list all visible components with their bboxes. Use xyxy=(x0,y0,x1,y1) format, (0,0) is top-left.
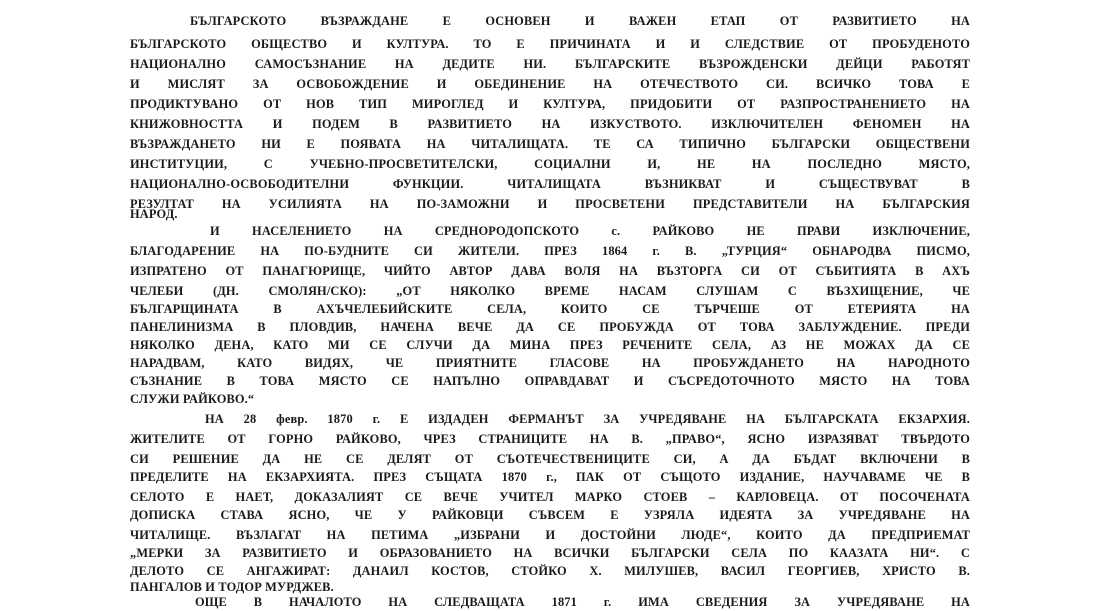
text-line: ИЗПРАТЕНО ОТ ПАНАГЮРИЩЕ, ЧИЙТО АВТОР ДАВА ВОЛЯ НА ВЪЗТОРГА СИ ОТ СЪБИТИЯТА В АХЪ xyxy=(130,264,970,278)
text-line: НАРОД. xyxy=(130,207,178,221)
text-line: ДЕЛОТО СЕ АНГАЖИРАТ: ДАНАИЛ КОСТОВ, СТОЙКО Х. МИЛУШЕВ, ВАСИЛ ГЕОРГИЕВ, ХРИСТО В. xyxy=(130,564,970,578)
text-line: БЪЛГАРСКОТО ОБЩЕСТВО И КУЛТУРА. ТО Е ПРИЧИНАТА И И СЛЕДСТВИЕ ОТ ПРОБУДЕНОТО xyxy=(130,37,970,51)
text-line: ОЩЕ В НАЧАЛОТО НА СЛЕДВАЩАТА 1871 г. ИМА СВЕДЕНИЯ ЗА УЧРЕДЯВАНЕ НА xyxy=(195,595,970,609)
text-line: СЪЗНАНИЕ В ТОВА МЯСТО СЕ НАПЪЛНО ОПРАВДАВАТ И СЪСРЕДОТОЧНОТО МЯСТО НА ТОВА xyxy=(130,374,970,388)
text-line: ПАНГАЛОВ И ТОДОР МУРДЖЕВ. xyxy=(130,580,334,594)
text-line: И МИСЛЯТ ЗА ОСВОБОЖДЕНИЕ И ОБЕДИНЕНИЕ НА ОТЕЧЕСТВОТО СИ. ВСИЧКО ТОВА Е xyxy=(130,77,970,91)
text-line: ИНСТИТУЦИИ, С УЧЕБНО-ПРОСВЕТИТЕЛСКИ, СОЦИАЛНИ И, НЕ НА ПОСЛЕДНО МЯСТО, xyxy=(130,157,970,171)
text-line: НАЦИОНАЛНО САМОСЪЗНАНИЕ НА ДЕДИТЕ НИ. БЪЛГАРСКИТЕ ВЪЗРОЖДЕНСКИ ДЕЙЦИ РАБОТЯТ xyxy=(130,57,970,71)
text-line: „МЕРКИ ЗА РАЗВИТИЕТО И ОБРАЗОВАНИЕТО НА ВСИЧКИ БЪЛГАРСКИ СЕЛА ПО КААЗАТА НИ“. С xyxy=(130,546,970,560)
text-line: СИ РЕШЕНИЕ ДА НЕ СЕ ДЕЛЯТ ОТ СЪОТЕЧЕСТВЕНИЦИТЕ СИ, А ДА БЪДАТ ВКЛЮЧЕНИ В xyxy=(130,452,970,466)
text-line: ЖИТЕЛИТЕ ОТ ГОРНО РАЙКОВО, ЧРЕЗ СТРАНИЦИТЕ НА В. „ПРАВО“, ЯСНО ИЗРАЗЯВАТ ТВЪРДОТО xyxy=(130,432,970,446)
text-line: ДОПИСКА СТАВА ЯСНО, ЧЕ У РАЙКОВЦИ СЪВСЕМ Е УЗРЯЛА ИДЕЯТА ЗА УЧРЕДЯВАНЕ НА xyxy=(130,508,970,522)
text-line: СЕЛОТО Е НАЕТ, ДОКАЗАЛИЯТ СЕ ВЕЧЕ УЧИТЕЛ МАРКО СТОЕВ – КАРЛОВЕЦА. ОТ ПОСОЧЕНАТА xyxy=(130,490,970,504)
text-line: НАЦИОНАЛНО-ОСВОБОДИТЕЛНИ ФУНКЦИИ. ЧИТАЛИЩАТА ВЪЗНИКВАТ И СЪЩЕСТВУВАТ В xyxy=(130,177,970,191)
text-line: БЪЛГАРСКОТО ВЪЗРАЖДАНЕ Е ОСНОВЕН И ВАЖЕН ЕТАП ОТ РАЗВИТИЕТО НА xyxy=(190,14,970,28)
text-line: КНИЖОВНОСТТА И ПОДЕМ В РАЗВИТИЕТО НА ИЗКУСТВОТО. ИЗКЛЮЧИТЕЛЕН ФЕНОМЕН НА xyxy=(130,117,970,131)
text-line: ПРОДИКТУВАНО ОТ НОВ ТИП МИРОГЛЕД И КУЛТУРА, ПРИДОБИТИ ОТ РАЗПРОСТРАНЕНИЕТО НА xyxy=(130,97,970,111)
text-line: И НАСЕЛЕНИЕТО НА СРЕДНОРОДОПСКОТО с. РАЙКОВО НЕ ПРАВИ ИЗКЛЮЧЕНИЕ, xyxy=(210,224,970,238)
text-line: БЪЛГАРЩИНАТА В АХЪЧЕЛЕБИЙСКИТЕ СЕЛА, КОИТО СЕ ТЪРЧЕШЕ ОТ ЕТЕРИЯТА НА xyxy=(130,302,970,316)
text-line: СЛУЖИ РАЙКОВО.“ xyxy=(130,392,255,406)
text-line: ЧЕЛЕБИ (ДН. СМОЛЯН/СКО): „ОТ НЯКОЛКО ВРЕМЕ НАСАМ СЛУШАМ С ВЪЗХИЩЕНИЕ, ЧЕ xyxy=(130,284,970,298)
text-line: НЯКОЛКО ДЕНА, КАТО МИ СЕ СЛУЧИ ДА МИНА ПРЕЗ РЕЧЕНИТЕ СЕЛА, АЗ НЕ МОЖАХ ДА СЕ xyxy=(130,338,970,352)
text-line: РЕЗУЛТАТ НА УСИЛИЯТА НА ПО-ЗАМОЖНИ И ПРОСВЕТЕНИ ПРЕДСТАВИТЕЛИ НА БЪЛГАРСКИЯ xyxy=(130,197,970,211)
text-line: ПАНЕЛИНИЗМА В ПЛОВДИВ, НАЧЕНА ВЕЧЕ ДА СЕ ПРОБУЖДА ОТ ТОВА ЗАБЛУЖДЕНИЕ. ПРЕДИ xyxy=(130,320,970,334)
text-line: БЛАГОДАРЕНИЕ НА ПО-БУДНИТЕ СИ ЖИТЕЛИ. ПРЕЗ 1864 г. В. „ТУРЦИЯ“ ОБНАРОДВА ПИСМО, xyxy=(130,244,970,258)
text-line: ЧИТАЛИЩЕ. ВЪЗЛАГАТ НА ПЕТИМА „ИЗБРАНИ И ДОСТОЙНИ ЛЮДЕ“, КОИТО ДА ПРЕДПРИЕМАТ xyxy=(130,528,970,542)
text-line: НАРАДВАМ, КАТО ВИДЯХ, ЧЕ ПРИЯТНИТЕ ГЛАСОВЕ НА ПРОБУЖДАНЕТО НА НАРОДНОТО xyxy=(130,356,970,370)
text-line: ВЪЗРАЖДАНЕТО НИ Е ПОЯВАТА НА ЧИТАЛИЩАТА. ТЕ СА ТИПИЧНО БЪЛГАРСКИ ОБЩЕСТВЕНИ xyxy=(130,137,970,151)
text-line: НА 28 февр. 1870 г. Е ИЗДАДЕН ФЕРМАНЪТ ЗА УЧРЕДЯВАНЕ НА БЪЛГАРСКАТА ЕКЗАРХИЯ. xyxy=(205,412,970,426)
text-line: ПРЕДЕЛИТЕ НА ЕКЗАРХИЯТА. ПРЕЗ СЪЩАТА 1870 г., ПАК ОТ СЪЩОТО ИЗДАНИЕ, НАУЧАВАМЕ ЧЕ В xyxy=(130,470,970,484)
